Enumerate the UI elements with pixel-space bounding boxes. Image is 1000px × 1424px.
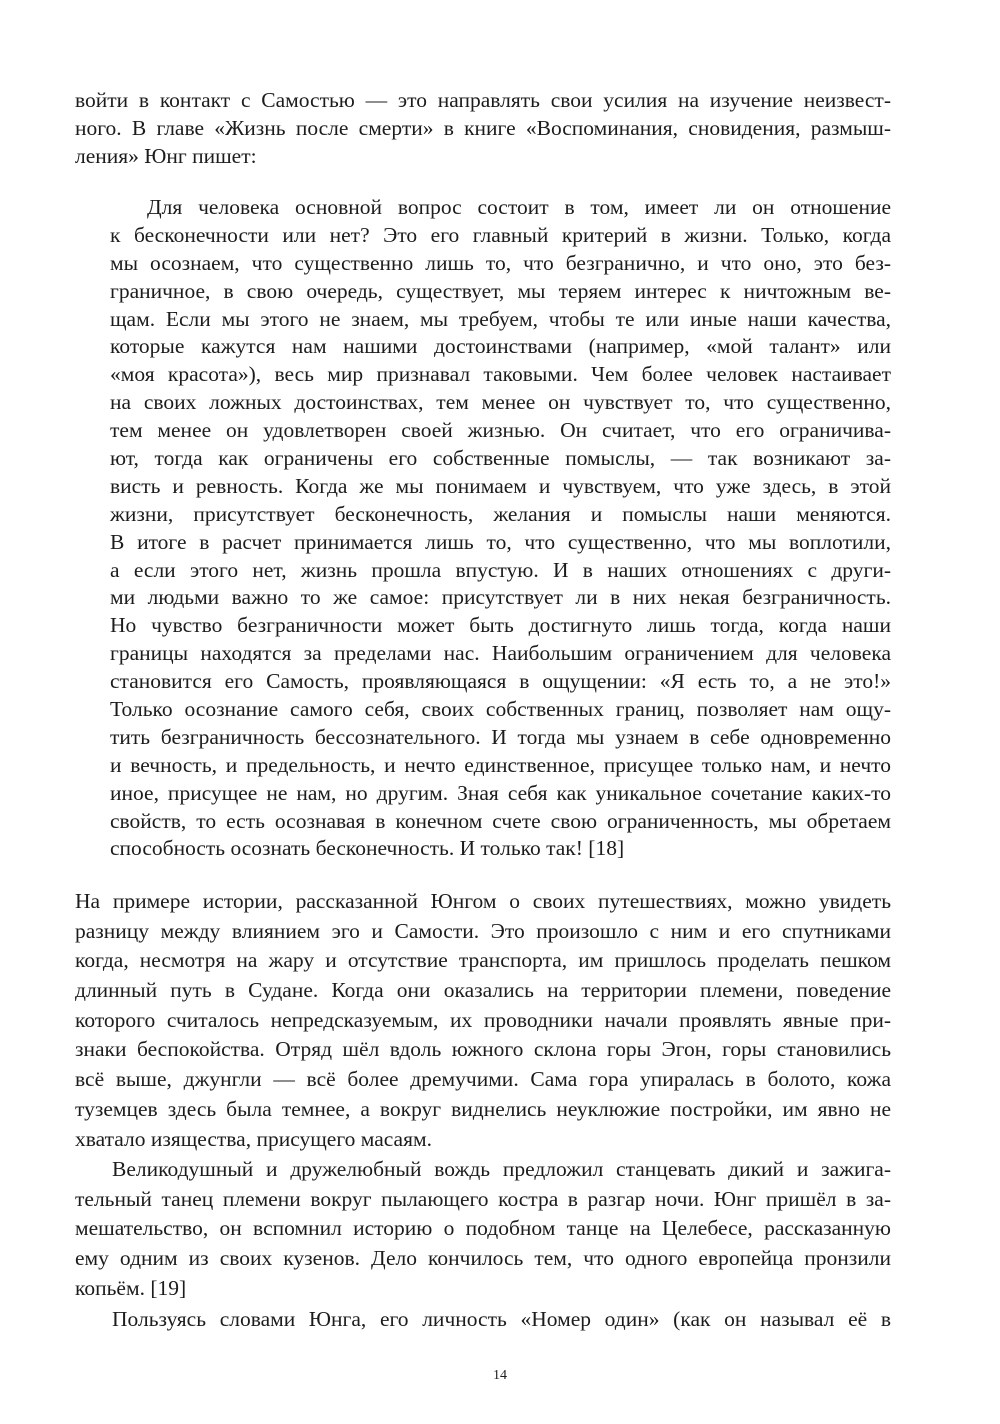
text-line: Пользуясь словами Юнга, его личность «Номер один» (как он называл её в xyxy=(112,1307,891,1331)
text-line: щам. Если мы этого не знаем, мы требуем, чтобы те или иные наши качества, xyxy=(110,306,891,331)
text-line: длинный путь в Судане. Когда они оказались на территории племени, поведение xyxy=(75,978,891,1003)
text-line: иное, присущее не нам, но другим. Зная себя как уникальное сочетание каких-то xyxy=(110,780,891,805)
block-quote xyxy=(110,194,891,863)
text-line: ют, тогда как ограничены его собственные помыслы, — так возникают за- xyxy=(110,446,891,471)
text-line: когда, несмотря на жару и отсутствие транспорта, им пришлось проделать пешком xyxy=(75,948,891,973)
text-line: Только осознание самого себя, своих собственных границ, позволяет нам ощу- xyxy=(110,697,891,722)
text-line: хватало изящества, присущего масаям. xyxy=(75,1126,432,1151)
text-line: копьём. [19] xyxy=(75,1275,187,1300)
text-line: становится его Самость, проявляющаяся в ощущении: «Я есть то, а не это!» xyxy=(110,669,891,694)
text-line: которого считалось непредсказуемым, их проводники начали проявлять явные при- xyxy=(75,1007,891,1032)
text-line: всё выше, джунгли — всё более дремучими. Сама гора упиралась в болото, кожа xyxy=(75,1067,891,1092)
text-line: На примере истории, рассказанной Юнгом о своих путешествиях, можно увидеть xyxy=(75,889,891,913)
text-line: граничное, в свою очередь, существует, мы теряем интерес к ничтожным ве- xyxy=(110,278,891,303)
text-line: знаки беспокойства. Отряд шёл вдоль южного склона горы Эгон, горы становились xyxy=(75,1037,891,1062)
text-line: войти в контакт с Самостью — это направлять свои усилия на изучение неизвест- xyxy=(75,88,891,112)
text-line: тить безграничность бессознательного. И тогда мы узнаем в себе одновременно xyxy=(110,724,891,749)
text-line: которые кажутся нам нашими достоинствами (например, «мой талант» или xyxy=(110,334,891,359)
paragraph-intro xyxy=(75,86,891,170)
page-number: 14 xyxy=(493,1368,507,1383)
text-line: «моя красота»), весь мир признавал таковыми. Чем более человек настаивает xyxy=(110,362,891,387)
text-line: к бесконечности или нет? Это его главный критерий в жизни. Только, когда xyxy=(110,222,891,247)
paragraph-sudan-journey xyxy=(75,887,891,1154)
text-line: ему одним из своих кузенов. Дело кончилось тем, что одного европейца пронзили xyxy=(75,1246,891,1271)
text-line: ного. В главе «Жизнь после смерти» в книге «Воспоминания, сновидения, размыш- xyxy=(75,116,891,140)
paragraph-chief-dance xyxy=(75,1155,891,1303)
text-line: висть и ревность. Когда же мы понимаем и чувствуем, что уже здесь, в этой xyxy=(110,473,891,498)
paragraph-personality-number-one xyxy=(75,1305,891,1335)
text-line: Для человека основной вопрос состоит в том, имеет ли он отношение xyxy=(147,195,891,219)
text-line: границы находятся за пределами нас. Наибольшим ограничением для человека xyxy=(110,641,891,666)
text-line: способность осознать бесконечность. И только так! [18] xyxy=(110,836,625,861)
text-line: разницу между влиянием эго и Самости. Это произошло с ним и его спутниками xyxy=(75,918,891,943)
text-line: В итоге в расчет принимается лишь то, что существенно, что мы воплотили, xyxy=(110,529,891,554)
text-line: жизни, присутствует бесконечность, желания и помыслы наши меняются. xyxy=(110,501,891,526)
text-line: мешательство, он вспомнил историю о подобном танце на Целебесе, рассказанную xyxy=(75,1216,891,1241)
text-line: тем менее он удовлетворен своей жизнью. Он считает, что его ограничива- xyxy=(110,418,891,443)
text-line: ления» Юнг пишет: xyxy=(75,144,257,168)
text-line: и вечность, и предельность, и нечто единственное, присущее только нам, и нечто xyxy=(110,752,891,777)
text-line: тельный танец племени вокруг пылающего костра в разгар ночи. Юнг пришёл в за- xyxy=(75,1186,891,1211)
text-line: свойств, то есть осознавая в конечном счете свою ограниченность, мы обретаем xyxy=(110,808,891,833)
text-line: Но чувство безграничности может быть достигнуто лишь тогда, когда наши xyxy=(110,613,891,638)
text-line: туземцев здесь была темнее, а вокруг виднелись неуклюжие постройки, им явно не xyxy=(75,1096,891,1121)
text-line: на своих ложных достоинствах, тем менее он чувствует то, что существенно, xyxy=(110,390,891,415)
text-line: Великодушный и дружелюбный вождь предложил станцевать дикий и зажига- xyxy=(112,1157,891,1181)
text-line: ми людьми важно то же самое: присутствует ли в них некая безграничность. xyxy=(110,585,891,610)
text-line: мы осознаем, что существенно лишь то, что безгранично, и что оно, это без- xyxy=(110,250,891,275)
text-line: а если этого нет, жизнь прошла впустую. И в наших отношениях с други- xyxy=(110,557,891,582)
